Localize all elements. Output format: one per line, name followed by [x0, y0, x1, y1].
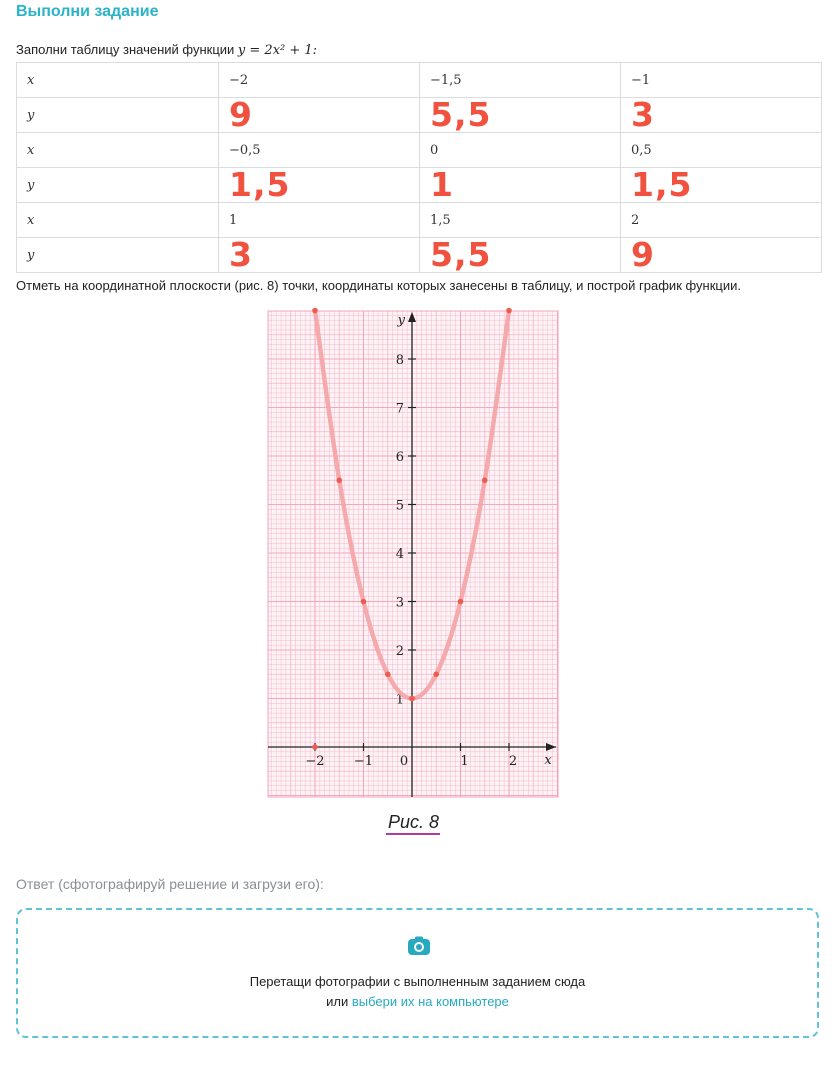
- y-value-cell: [219, 235, 420, 274]
- y-label-cell: y: [17, 98, 219, 133]
- x-tick-label: 2: [508, 754, 518, 769]
- x-tick-label: −1: [353, 754, 374, 769]
- y-axis-label: y: [397, 313, 405, 328]
- drop-instruction: Перетащи фотографии с выполненным заданием сюда: [249, 974, 586, 989]
- y-label-cell: y: [17, 168, 219, 203]
- handwritten-value: 1: [430, 165, 454, 204]
- photo-dropzone[interactable]: [16, 908, 819, 1038]
- handwritten-value: 9: [229, 95, 253, 134]
- instruction-text: Заполни таблицу значений функции: [16, 42, 235, 57]
- data-point: [409, 696, 415, 702]
- y-tick-label: 4: [395, 547, 404, 562]
- data-point: [482, 477, 488, 483]
- camera-icon: [407, 936, 431, 956]
- y-value-cell: [420, 165, 621, 204]
- choose-files-link[interactable]: выбери их на компьютере: [351, 994, 509, 1009]
- x-tick-label: 1: [460, 754, 469, 769]
- y-value-cell: [420, 95, 621, 134]
- values-table: [16, 62, 822, 273]
- figure-caption: Рис. 8: [388, 812, 440, 832]
- task-instruction: [16, 42, 317, 58]
- y-label-cell: y: [17, 238, 219, 273]
- y-value-cell: [621, 165, 822, 204]
- table-row-y: [17, 168, 822, 203]
- data-point: [433, 671, 439, 677]
- x-value-cell: 0,5: [621, 133, 822, 168]
- x-value-cell: 1,5: [420, 203, 621, 238]
- x-value-cell: −0,5: [219, 133, 420, 168]
- graph-paper: [268, 311, 558, 797]
- data-point: [312, 744, 318, 750]
- y-tick-label: 2: [395, 644, 404, 659]
- table-row-x: [17, 63, 822, 98]
- y-value-cell: [219, 95, 420, 134]
- x-value-cell: 2: [621, 203, 822, 238]
- table-row-x: [17, 203, 822, 238]
- x-label-cell: x: [17, 133, 219, 168]
- function-formula: y = 2x² + 1:: [237, 43, 318, 58]
- data-point: [361, 599, 367, 605]
- task-title: Выполни задание: [16, 3, 159, 20]
- answer-label: Ответ (сфотографируй решение и загрузи его):: [16, 876, 324, 892]
- table-row-x: [17, 133, 822, 168]
- y-tick-label: 8: [395, 353, 404, 368]
- x-tick-label: 0: [399, 754, 409, 769]
- y-value-cell: [621, 235, 822, 274]
- table-row-y: [17, 98, 822, 133]
- handwritten-value: 5,5: [430, 235, 492, 274]
- y-tick-label: 6: [395, 450, 404, 465]
- data-point: [385, 671, 391, 677]
- drop-or: или: [326, 994, 349, 1009]
- data-point: [506, 308, 512, 314]
- data-point: [336, 477, 342, 483]
- y-tick-label: 1: [395, 692, 404, 708]
- x-axis-label: x: [544, 753, 552, 768]
- caption-underline: [386, 833, 440, 835]
- x-value-cell: 0: [420, 133, 621, 168]
- data-point: [458, 599, 464, 605]
- y-tick-label: 5: [395, 498, 404, 514]
- task-note: Отметь на координатной плоскости (рис. 8) точки, координаты которых занесены в таблицу, и построй график функции.: [16, 278, 741, 293]
- coordinate-plane-chart: [266, 300, 566, 800]
- y-value-cell: [621, 95, 822, 134]
- handwritten-value: 3: [631, 95, 655, 134]
- dropzone-text: [18, 972, 817, 1012]
- data-point: [312, 308, 318, 314]
- x-value-cell: −2: [219, 63, 420, 98]
- y-tick-label: 7: [395, 401, 404, 417]
- handwritten-value: 1,5: [631, 165, 693, 204]
- x-value-cell: −1,5: [420, 63, 621, 98]
- table-row-y: [17, 238, 822, 273]
- x-value-cell: 1: [219, 203, 420, 238]
- x-label-cell: x: [17, 63, 219, 98]
- handwritten-value: 1,5: [229, 165, 291, 204]
- x-tick-label: −2: [305, 754, 325, 769]
- handwritten-value: 3: [229, 235, 253, 274]
- x-value-cell: −1: [621, 63, 822, 98]
- handwritten-value: 9: [631, 235, 655, 274]
- x-label-cell: x: [17, 203, 219, 238]
- handwritten-value: 5,5: [430, 95, 492, 134]
- y-value-cell: [420, 235, 621, 274]
- y-value-cell: [219, 165, 420, 204]
- y-tick-label: 3: [395, 595, 404, 611]
